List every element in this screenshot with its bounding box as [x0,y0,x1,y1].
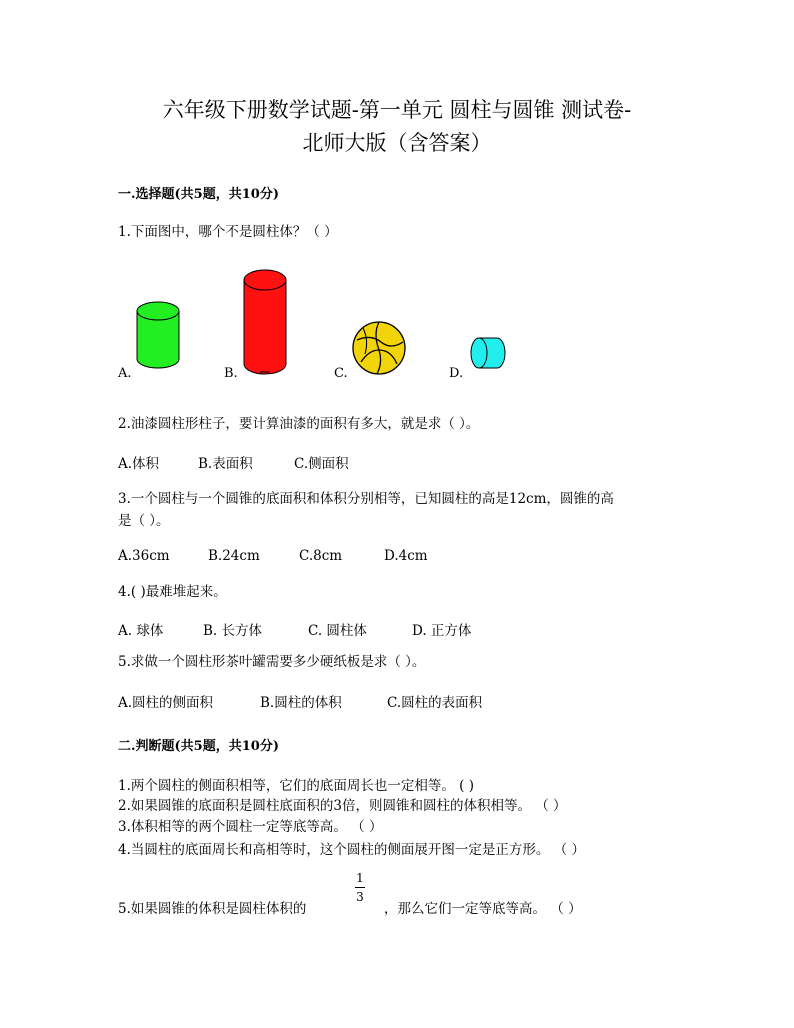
q1-option-a-label: A. [118,366,132,381]
question-3-text-line1: 3.一个圆柱与一个圆锥的底面积和体积分别相等，已知圆柱的高是12cm，圆锥的高 [118,491,614,507]
red-cylinder-image [242,268,288,376]
judge-item-4: 4.当圆柱的底面周长和高相等时，这个圆柱的侧面展开图一定是正方形。 （ ） [118,842,585,858]
q1-option-b-label: B. [224,366,238,381]
question-1-text: 1.下面图中，哪个不是圆柱体？（ ） [118,224,338,240]
q4-option-d: D. 正方体 [412,623,472,639]
q2-option-c: C.侧面积 [294,456,349,472]
judge-item-5-after: ，那么它们一定等底等高。 （ ） [384,901,582,917]
q1-option-c-label: C. [334,366,348,381]
q5-option-a: A.圆柱的侧面积 [118,695,214,711]
green-cylinder-image [135,300,181,370]
cyan-cylinder-image [469,336,507,370]
fraction-numerator: 1 [356,871,364,885]
question-2-text: 2.油漆圆柱形柱子，要计算油漆的面积有多大，就是求（ ）。 [118,416,480,432]
q3-option-a: A.36cm [118,548,170,564]
question-4-text: 4.( )最难堆起来。 [118,584,227,600]
q2-option-a: A.体积 [118,456,160,472]
q3-option-b: B.24cm [208,548,260,564]
judge-item-3: 3.体积相等的两个圆柱一定等底等高。 （ ） [118,819,383,835]
judge-item-2: 2.如果圆锥的底面积是圆柱底面积的3倍，则圆锥和圆柱的体积相等。 （ ） [118,798,567,814]
q5-option-c: C.圆柱的表面积 [387,695,483,711]
question-5-text: 5.求做一个圆柱形茶叶罐需要多少硬纸板是求（ ）。 [118,654,426,670]
judge-item-1: 1.两个圆柱的侧面积相等，它们的底面周长也一定相等。 ( ) [118,778,474,794]
yellow-ball-image [351,320,407,376]
q3-option-d: D.4cm [384,548,428,564]
section2-heading: 二.判断题(共5题，共10分) [118,739,279,754]
fraction-one-third [350,870,370,905]
section1-heading: 一.选择题(共5题，共10分) [118,187,279,202]
q2-option-b: B.表面积 [198,456,253,472]
q4-option-c: C. 圆柱体 [308,623,367,639]
q4-option-b: B. 长方体 [203,623,263,639]
fraction-bar [355,887,365,888]
q5-option-b: B.圆柱的体积 [260,695,342,711]
document-title-line2: 北师大版（含答案） [302,131,492,155]
document-title-line1: 六年级下册数学试题-第一单元 圆柱与圆锥 测试卷- [162,98,632,122]
fraction-denominator: 3 [356,890,364,904]
q3-option-c: C.8cm [299,548,343,564]
q1-option-d-label: D. [449,366,464,381]
judge-item-5-before: 5.如果圆锥的体积是圆柱体积的 [118,901,307,917]
question-3-text-line2: 是（ ）。 [118,513,170,529]
q4-option-a: A. 球体 [118,623,164,639]
